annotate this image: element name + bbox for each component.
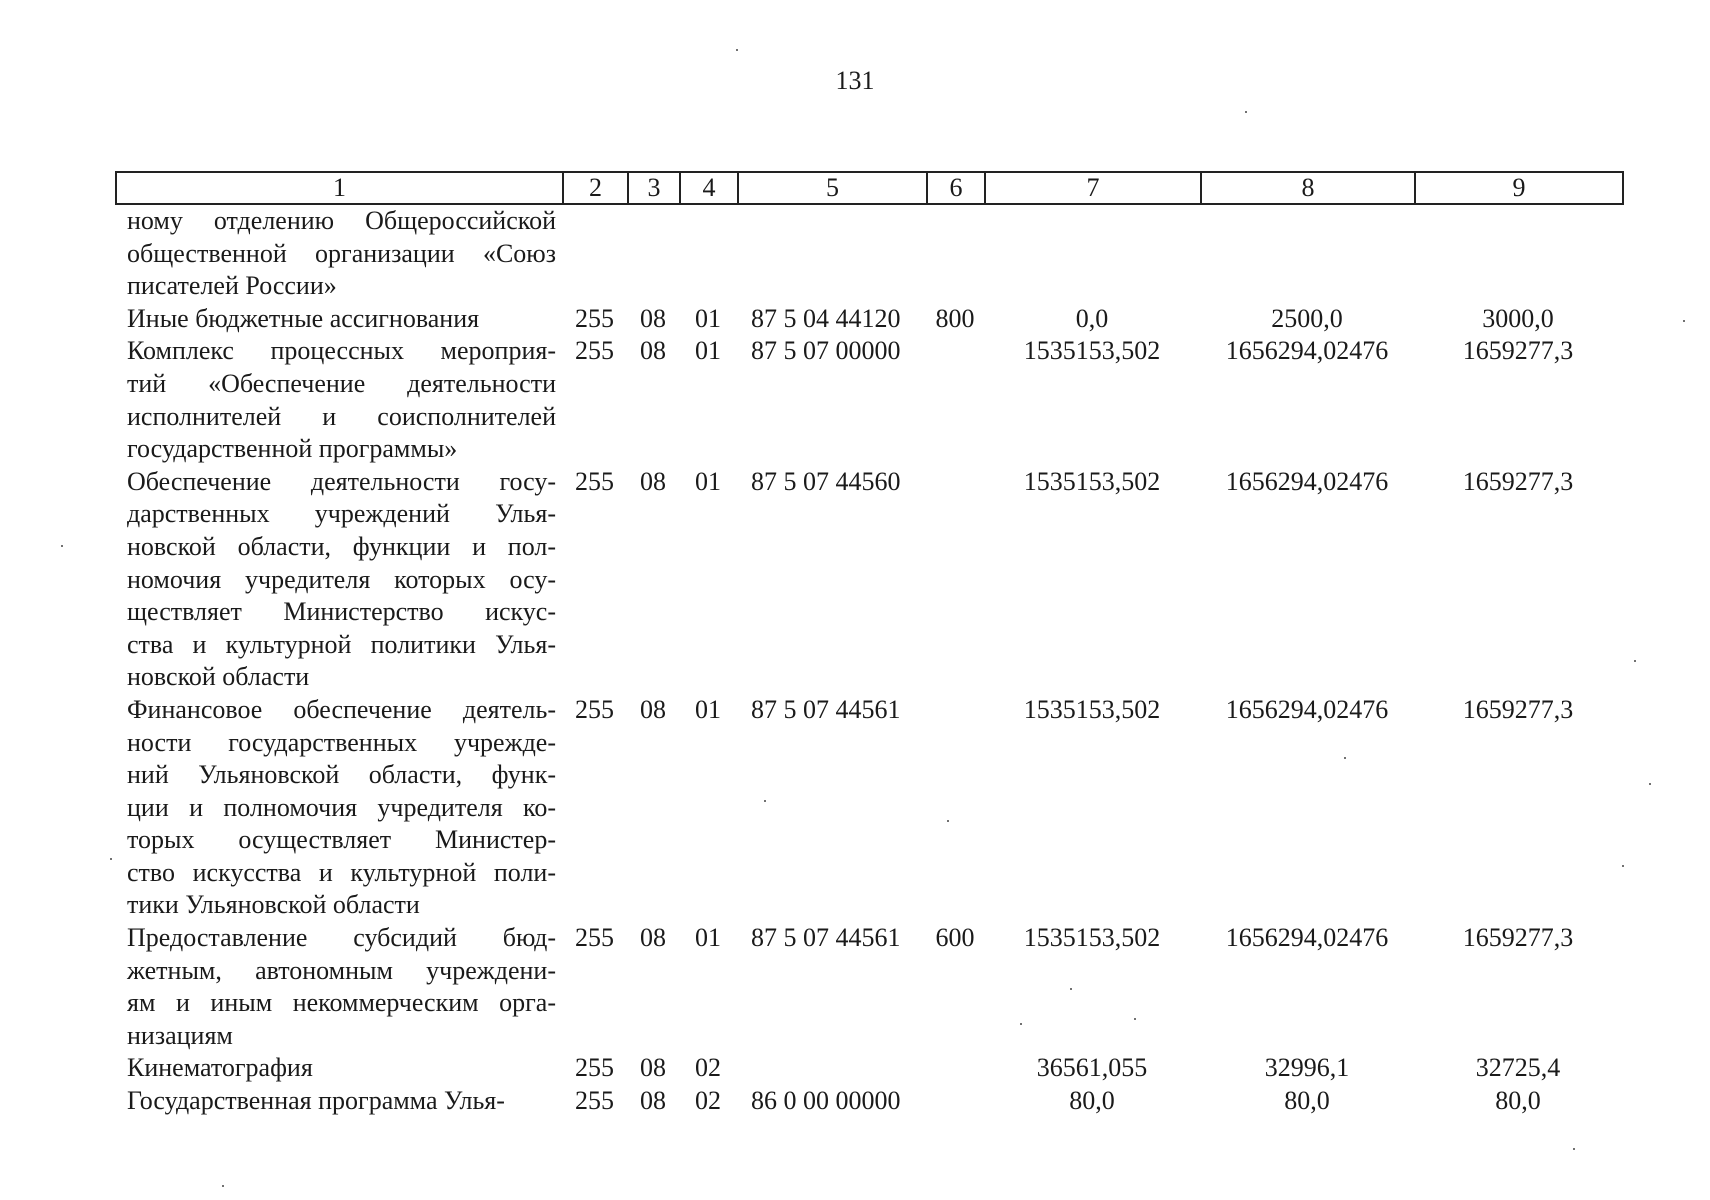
row-code-section: 08 <box>640 1086 666 1116</box>
description-line: Иные бюджетные ассигнования <box>127 303 480 333</box>
row-code-subsection: 02 <box>695 1086 721 1116</box>
table-row <box>115 922 1622 1052</box>
row-code-section <box>627 205 679 303</box>
column-header-row <box>116 172 1623 204</box>
row-description <box>115 1085 562 1118</box>
column-header-table <box>115 171 1624 205</box>
description-line: новской области <box>127 662 310 692</box>
row-amount-col9: 1659277,3 <box>1462 923 1574 953</box>
row-code-admin: 255 <box>575 694 614 724</box>
row-code-expense-type <box>926 205 984 303</box>
row-amount-col7: 36561,055 <box>1036 1053 1148 1083</box>
row-amount-col8: 2500,0 <box>1271 303 1343 333</box>
description-line: тики Ульяновской области <box>127 890 420 920</box>
row-description <box>115 303 562 336</box>
row-amount-col7 <box>984 205 1200 303</box>
row-amount-col8: 32996,1 <box>1264 1053 1350 1083</box>
description-line: тий «Обеспечение деятельности <box>127 368 556 398</box>
row-code-admin: 255 <box>575 923 614 953</box>
description-line: ства и культурной политики Улья- <box>127 629 556 659</box>
description-line: Комплекс процессных мероприя- <box>127 336 556 366</box>
row-code-section: 08 <box>640 1053 666 1083</box>
description-line: ному отделению Общероссийской <box>127 206 556 235</box>
description-line: ции и полномочия учредителя ко- <box>127 792 556 822</box>
row-description <box>115 694 562 922</box>
description-line: общественной организации «Союз <box>127 238 556 268</box>
row-amount-col9 <box>1414 205 1622 303</box>
row-amount-col9: 3000,0 <box>1482 303 1554 333</box>
description-line: Обеспечение деятельности госу- <box>127 466 556 496</box>
row-amount-col9: 80,0 <box>1495 1086 1541 1116</box>
row-amount-col8: 1656294,02476 <box>1225 336 1389 366</box>
description-line: номочия учредителя которых осу- <box>127 564 556 594</box>
column-header-7: 7 <box>985 172 1201 204</box>
row-code-expense-type <box>926 694 984 922</box>
table-row <box>115 466 1622 694</box>
row-code-admin <box>562 205 627 303</box>
row-code-section: 08 <box>640 336 666 366</box>
row-code-admin: 255 <box>575 1053 614 1083</box>
page-number: 131 <box>835 66 875 95</box>
row-code-subsection: 01 <box>695 923 721 953</box>
row-code-expense-type: 800 <box>935 303 975 333</box>
row-code-target-article <box>737 1052 926 1085</box>
description-line: Финансовое обеспечение деятель- <box>127 694 556 724</box>
row-description <box>115 205 562 303</box>
description-line: жетным, автономным учреждени- <box>127 955 556 985</box>
row-code-admin: 255 <box>575 466 614 496</box>
column-header-6: 6 <box>927 172 985 204</box>
description-line: ности государственных учрежде- <box>127 727 556 757</box>
description-line: писателей России» <box>127 271 337 301</box>
description-line: ществляет Министерство искус- <box>127 597 556 627</box>
table-row <box>115 1085 1622 1118</box>
row-code-target-article <box>737 205 926 303</box>
row-code-subsection: 01 <box>695 336 721 366</box>
description-line: ство искусства и культурной поли- <box>127 857 556 887</box>
description-line: ний Ульяновской области, функ- <box>127 760 556 790</box>
row-code-target-article: 87 5 04 44120 <box>751 303 901 333</box>
row-code-section: 08 <box>640 303 666 333</box>
row-code-expense-type <box>926 1052 984 1085</box>
row-amount-col8: 80,0 <box>1284 1086 1330 1116</box>
row-code-subsection: 02 <box>695 1053 721 1083</box>
row-amount-col8: 1656294,02476 <box>1225 466 1389 496</box>
row-description <box>115 922 562 1052</box>
row-amount-col9: 1659277,3 <box>1462 466 1574 496</box>
row-code-subsection: 01 <box>695 466 721 496</box>
description-line: ям и иным некоммерческим орга- <box>127 988 556 1018</box>
description-line: Кинематография <box>127 1053 313 1083</box>
row-amount-col7: 1535153,502 <box>1023 923 1161 953</box>
column-header-2: 2 <box>563 172 628 204</box>
row-amount-col8: 1656294,02476 <box>1225 694 1389 724</box>
row-amount-col7: 1535153,502 <box>1023 466 1161 496</box>
row-code-subsection <box>679 205 737 303</box>
row-code-target-article: 87 5 07 44561 <box>751 694 901 724</box>
row-code-expense-type <box>926 466 984 694</box>
description-line: торых осуществляет Министер- <box>127 825 556 855</box>
row-code-section: 08 <box>640 466 666 496</box>
row-code-subsection: 01 <box>695 694 721 724</box>
row-code-expense-type: 600 <box>935 923 975 953</box>
row-code-subsection: 01 <box>695 303 721 333</box>
row-description <box>115 466 562 694</box>
row-code-target-article: 87 5 07 44561 <box>751 923 901 953</box>
row-code-admin: 255 <box>575 303 614 333</box>
table-row <box>115 335 1622 465</box>
description-line: Государственная программа Улья- <box>127 1086 505 1116</box>
row-amount-col7: 1535153,502 <box>1023 694 1161 724</box>
column-header-5: 5 <box>738 172 927 204</box>
table-row <box>115 205 1622 303</box>
row-code-expense-type <box>926 1085 984 1118</box>
row-amount-col8: 1656294,02476 <box>1225 923 1389 953</box>
budget-table <box>115 205 1622 1118</box>
description-line: Предоставление субсидий бюд- <box>127 923 556 953</box>
row-code-target-article: 87 5 07 00000 <box>751 336 901 366</box>
column-header-9: 9 <box>1415 172 1623 204</box>
table-row <box>115 1052 1622 1085</box>
table-row <box>115 303 1622 336</box>
row-code-admin: 255 <box>575 336 614 366</box>
row-amount-col9: 1659277,3 <box>1462 336 1574 366</box>
row-amount-col8 <box>1200 205 1414 303</box>
description-line: исполнителей и соисполнителей <box>127 401 556 431</box>
row-code-section: 08 <box>640 923 666 953</box>
description-line: новской области, функции и пол- <box>127 531 556 561</box>
row-code-target-article: 86 0 00 00000 <box>751 1086 901 1116</box>
description-line: государственной программы» <box>127 434 458 464</box>
row-code-expense-type <box>926 335 984 465</box>
row-amount-col9: 1659277,3 <box>1462 694 1574 724</box>
column-header-8: 8 <box>1201 172 1415 204</box>
row-code-target-article: 87 5 07 44560 <box>751 466 901 496</box>
table-row <box>115 694 1622 922</box>
row-description <box>115 1052 562 1085</box>
column-header-4: 4 <box>680 172 738 204</box>
description-line: дарственных учреждений Улья- <box>127 499 556 529</box>
row-amount-col7: 0,0 <box>1075 303 1109 333</box>
row-code-section: 08 <box>640 694 666 724</box>
column-header-3: 3 <box>628 172 680 204</box>
column-header-1: 1 <box>116 172 563 204</box>
row-amount-col9: 32725,4 <box>1475 1053 1561 1083</box>
row-amount-col7: 1535153,502 <box>1023 336 1161 366</box>
description-line: низациям <box>127 1020 233 1050</box>
row-amount-col7: 80,0 <box>1069 1086 1115 1116</box>
row-code-admin: 255 <box>575 1086 614 1116</box>
row-description <box>115 335 562 465</box>
